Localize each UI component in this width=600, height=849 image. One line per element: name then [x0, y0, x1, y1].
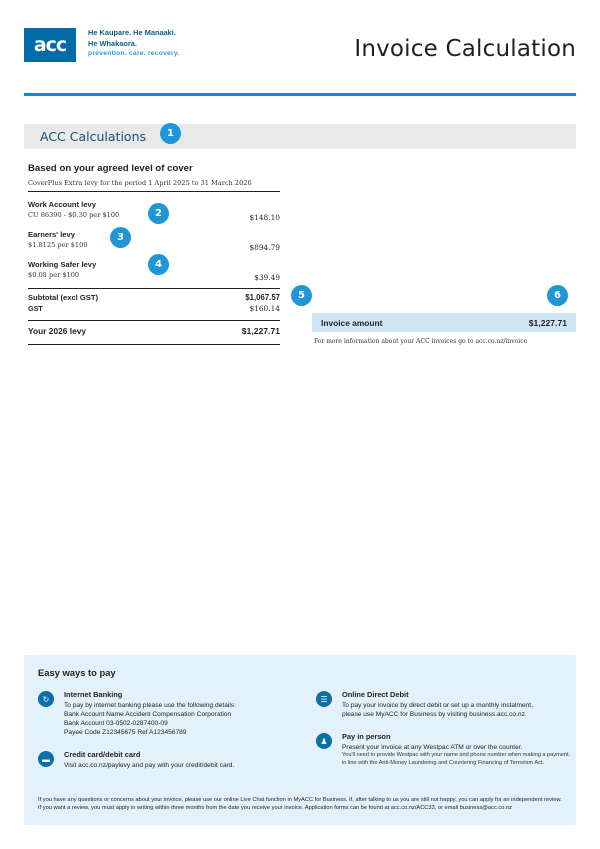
- credit-card-glyph: ▬: [42, 754, 50, 764]
- acc-logo: [24, 28, 76, 62]
- subtotal-label: Subtotal (excl GST): [28, 293, 99, 302]
- gst-label: GST: [28, 304, 43, 313]
- internet-banking-icon: [38, 691, 54, 707]
- credit-card-icon: [38, 751, 54, 767]
- levy-amount: $894.79: [249, 243, 280, 252]
- levy-detail: $0.08 per $100: [28, 271, 80, 279]
- total-row: [28, 320, 280, 345]
- easy-ways-to-pay-panel: [24, 655, 576, 825]
- callout-marker-1[interactable]: 1: [160, 123, 181, 144]
- invoice-amount-strip: [312, 313, 576, 332]
- levy-amount: $39.49: [254, 273, 280, 282]
- pay-option-credit-card: [38, 750, 296, 770]
- subtotal-divider: [28, 288, 280, 289]
- pay-option-line: Bank Account Name Accident Compensation Corporation: [64, 711, 232, 718]
- section-title: ACC Calculations: [40, 129, 147, 144]
- levy-amount: $148.10: [249, 213, 280, 222]
- pay-panel-title: Easy ways to pay: [38, 667, 116, 678]
- invoice-amount-value: $1,227.71: [528, 318, 567, 328]
- page-title: Invoice Calculation: [354, 36, 576, 62]
- pay-in-person-glyph: ♟: [320, 736, 328, 746]
- direct-debit-icon: [316, 691, 332, 707]
- levy-name: Earners' levy: [28, 230, 75, 239]
- pay-option-line: please use MyACC for Business by visiting business.acc.co.nz.: [342, 711, 527, 718]
- pay-option-line: Payee Code Z12345675 Ref A123456789: [64, 729, 187, 736]
- brand-tagline: [88, 28, 179, 60]
- levy-period: CoverPlus Extra levy for the period 1 April 2025 to 31 March 2026: [28, 179, 280, 192]
- direct-debit-glyph: ☰: [320, 694, 328, 704]
- pay-option-line: Visit acc.co.nz/paylevy and pay with your credit/debit card.: [64, 762, 235, 769]
- pay-option-online-direct-debit: [316, 690, 574, 719]
- calculation-heading: Based on your agreed level of cover: [28, 163, 193, 174]
- callout-marker-5[interactable]: 5: [291, 285, 312, 306]
- invoice-amount-label: Invoice amount: [321, 318, 383, 328]
- pay-panel-footnote: If you have any questions or concerns about your invoice, please use our online Live Chat function in MyACC for Business. If, after talking to us you are still not happy, you can apply for an independent review. If you want a review, you must apply in writing within three months from the date you receive your invoice. Application forms can be found at acc.co.nz/ACC33, or email business@acc.co.nz: [38, 797, 562, 811]
- internet-banking-glyph: ↻: [42, 694, 50, 704]
- acc-calculations-section-bar: [24, 124, 576, 149]
- subtotal-value: $1,067.57: [245, 293, 280, 302]
- pay-option-heading: Credit card/debit card: [64, 750, 141, 759]
- pay-options-right-column: [316, 690, 574, 780]
- gst-row: [28, 304, 280, 315]
- pay-option-fine-print: You'll need to provide Westpac with your name and phone number when making a payment, in line with the Anti-Money Laundering and Countering Financing of Terrorism Act.: [342, 752, 571, 766]
- pay-option-pay-in-person: [316, 732, 574, 767]
- subtotal-row: [28, 293, 280, 304]
- callout-marker-2[interactable]: 2: [148, 203, 169, 224]
- pay-in-person-icon: [316, 733, 332, 749]
- levy-name: Working Safer levy: [28, 260, 97, 269]
- pay-option-line: To pay your invoice by direct debit or set up a monthly instalment,: [342, 702, 533, 709]
- acc-logo-text: acc: [33, 34, 67, 56]
- levy-detail: $1.8125 per $100: [28, 241, 88, 249]
- callout-marker-3[interactable]: 3: [110, 227, 131, 248]
- total-value: $1,227.71: [241, 326, 280, 336]
- callout-marker-4[interactable]: 4: [148, 254, 169, 275]
- pay-option-line: Present your invoice at any Westpac ATM or over the counter.: [342, 744, 523, 751]
- header-divider: [24, 93, 576, 96]
- gst-value: $160.14: [249, 304, 280, 313]
- page-header: [0, 0, 600, 90]
- levy-name: Work Account levy: [28, 200, 96, 209]
- callout-marker-6[interactable]: 6: [547, 285, 568, 306]
- tagline-line-3: prevention. care. recovery.: [88, 50, 180, 57]
- pay-options-left-column: [38, 690, 296, 783]
- pay-option-heading: Internet Banking: [64, 690, 123, 699]
- tagline-line-1: He Kaupare. He Manaaki.: [88, 28, 176, 37]
- levy-row: [28, 230, 280, 252]
- pay-option-line: To pay by internet banking please use the following details:: [64, 702, 236, 709]
- invoice-note: For more information about your ACC invoices go to acc.co.nz/invoice: [314, 338, 528, 345]
- pay-option-heading: Online Direct Debit: [342, 690, 409, 699]
- pay-option-heading: Pay in person: [342, 732, 391, 741]
- tagline-line-2: He Whakaora.: [88, 38, 137, 48]
- pay-option-internet-banking: [38, 690, 296, 737]
- total-label: Your 2026 levy: [28, 326, 87, 336]
- pay-option-line: Bank Account 03-0502-0287400-09: [64, 720, 168, 727]
- levy-detail: CU 86390 - $0.30 per $100: [28, 211, 120, 219]
